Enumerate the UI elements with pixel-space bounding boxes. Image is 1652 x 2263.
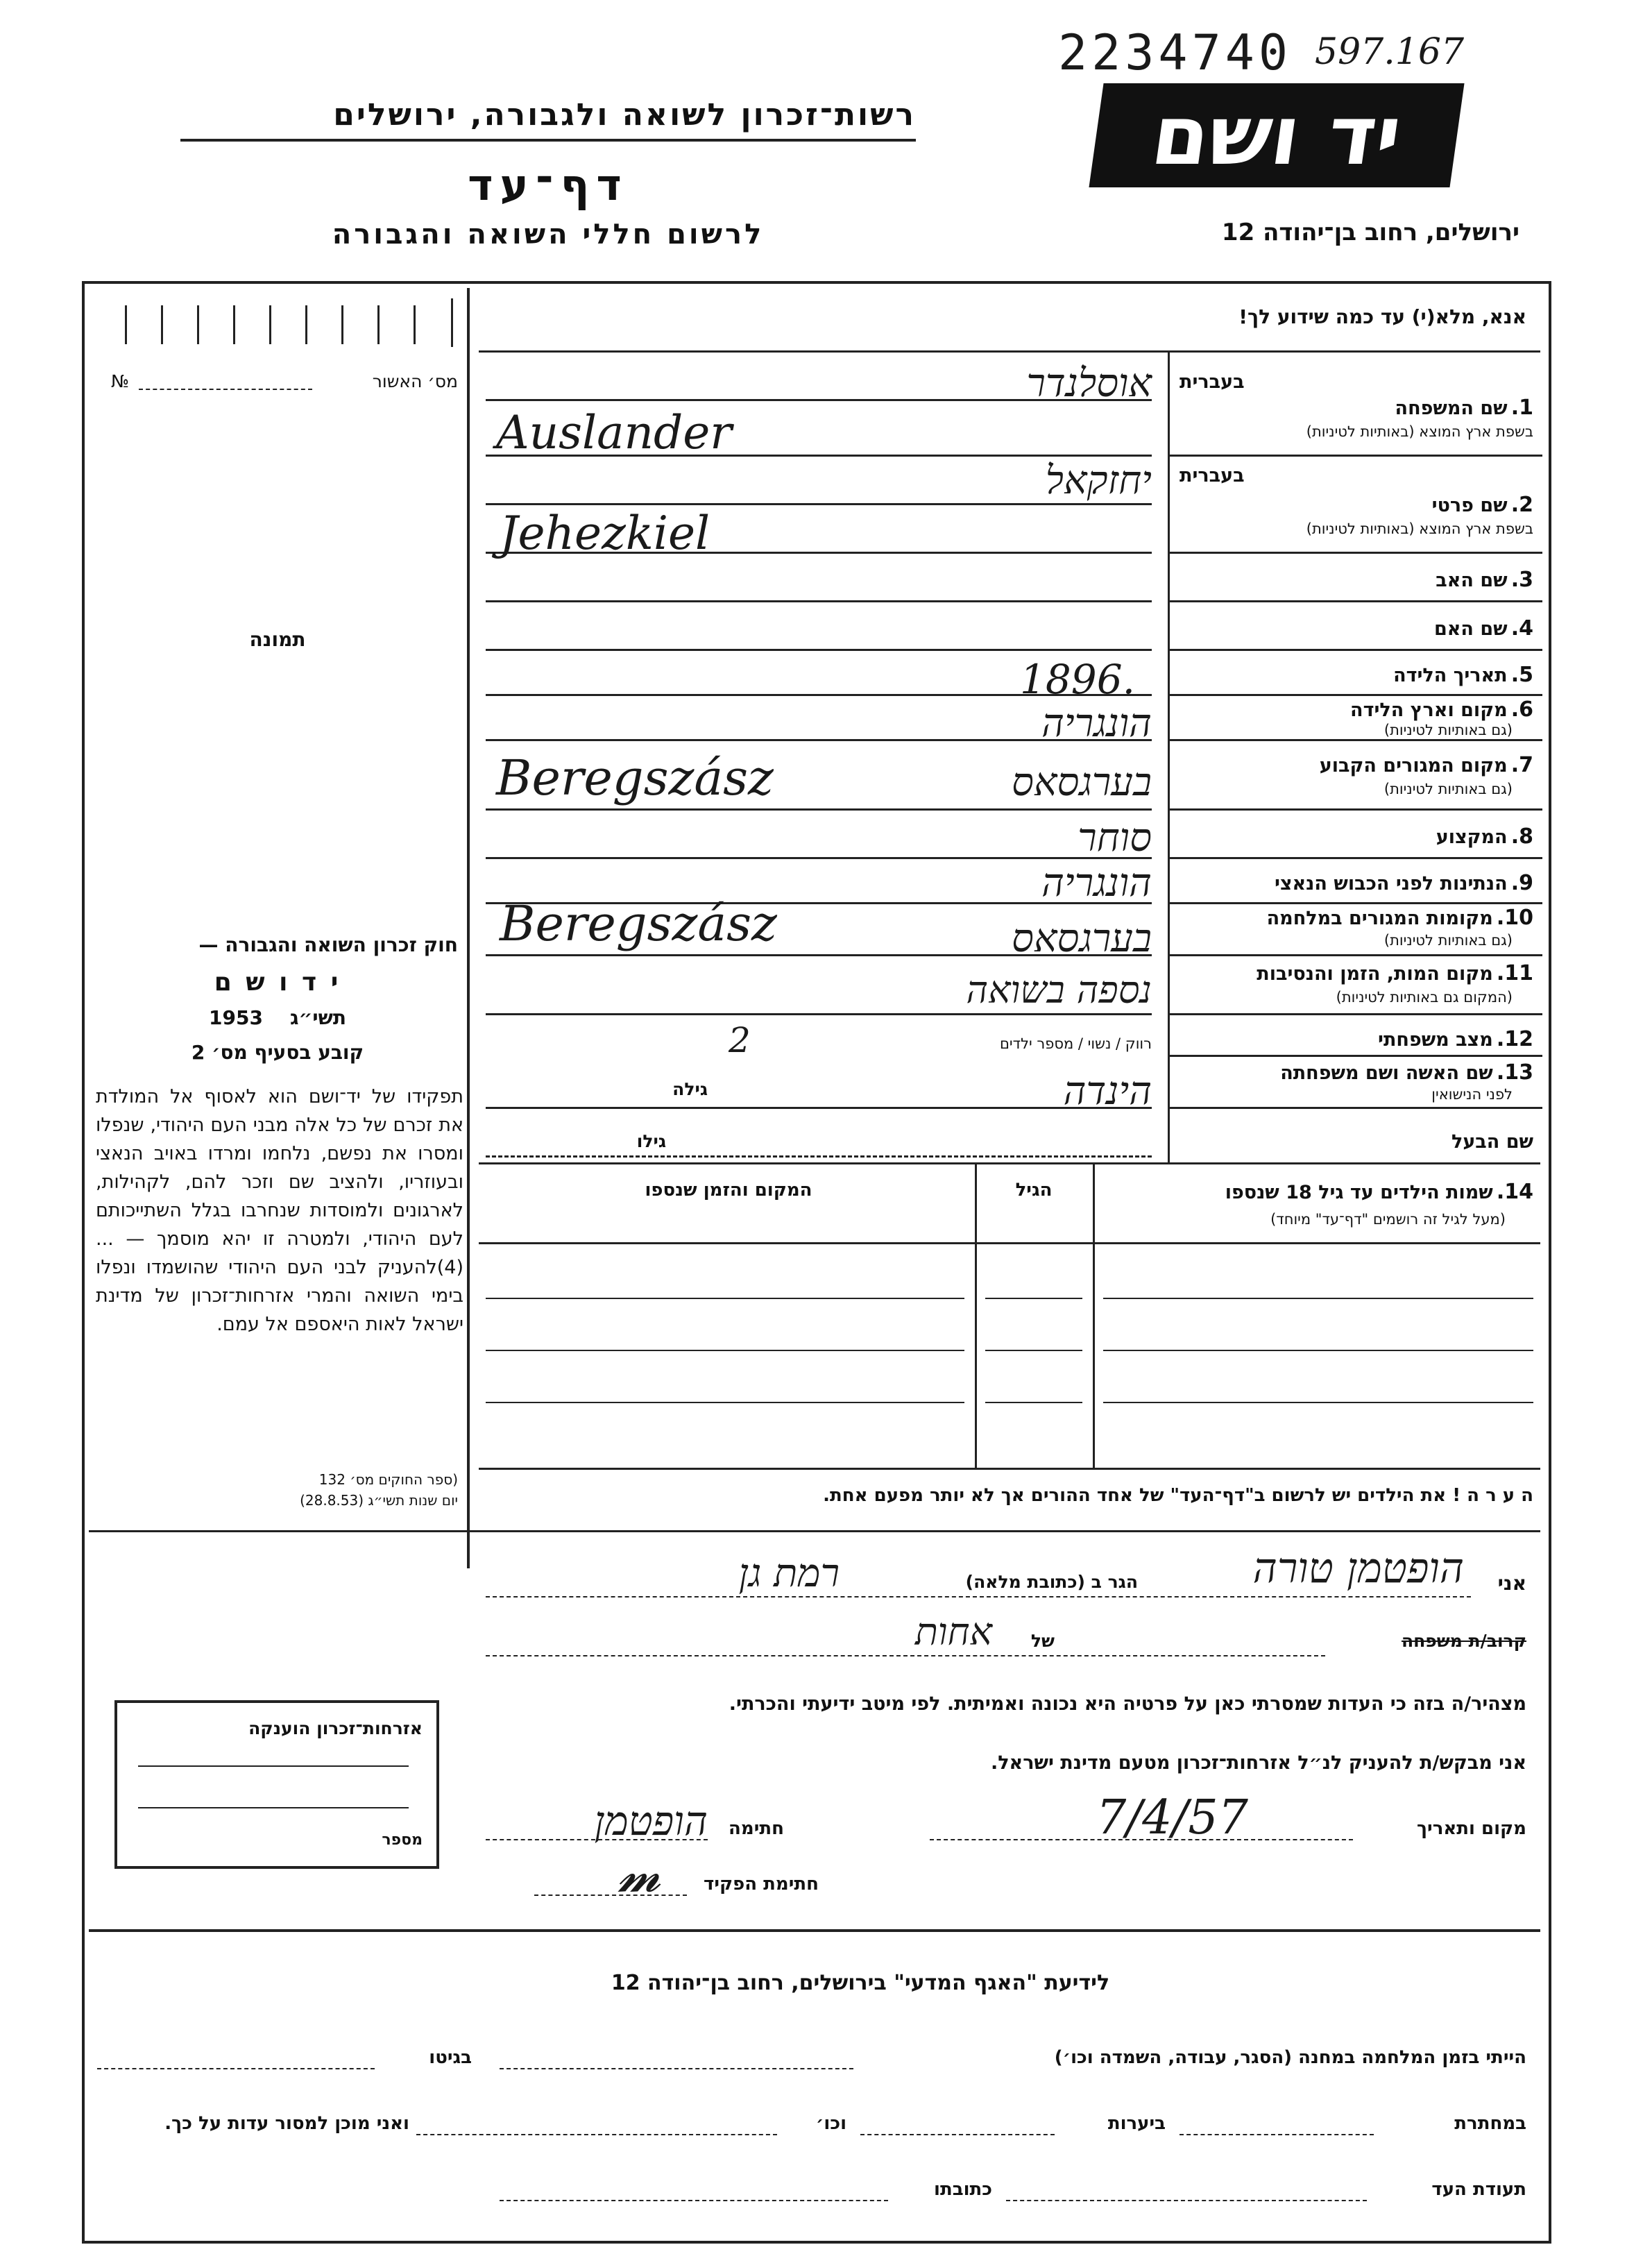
approval-field[interactable] [139,389,312,390]
wife-age-label: גילה [672,1079,708,1099]
field-11-sub: (המקום גם באותיות לטיניות) [1336,989,1513,1006]
field-7-label: 7. מקום המגורים הקבוע [1319,753,1533,777]
husband-label: שם הבעל [1451,1131,1533,1153]
field-1-heb-tag: בעברית [1180,371,1245,393]
decl-relation[interactable]: אחות [914,1610,992,1654]
field-13-sub: לפני הנישואין [1431,1086,1513,1103]
decl-address[interactable]: רמת גן [738,1551,840,1596]
husband-field[interactable] [486,1155,1152,1158]
decl-request: אני מבקש/ת להעניק לנ״ל אזרחות־זכרון מטעם מדינת ישראל. [990,1752,1526,1774]
field-6-value[interactable]: הונגריה [1041,701,1152,746]
field-13-label: 13. שם האשה ושם משפחתה [1280,1060,1533,1085]
approval-label: מס׳ האשור [372,371,458,391]
husband-age-label: גילו [636,1131,666,1151]
footer-line2b: ביערות [1107,2113,1166,2134]
decl-place-date-label: מקום ותאריך [1417,1818,1526,1839]
serial-number: 2234740 [1058,24,1293,81]
field-10-label: 10. מקומות המגורים במלחמה [1266,906,1533,930]
footer-line3a: תעודת העד [1431,2179,1526,2200]
certificate-box [114,1700,439,1869]
authority-name: רשות־זכרון לשואה ולגבורה, ירושלים [333,97,916,133]
field-14-sub: (מעל לגיל זה רושמים "דף־עד" מיוחד) [1270,1211,1506,1228]
field-12-label: 12. מצב משפחתי [1378,1027,1533,1051]
field-2-value-lat[interactable]: Jehezkiel [500,507,710,560]
field-5-value[interactable]: 1896. [1020,656,1136,703]
field-12-options: רווק / נשוי / מספר ילדים [999,1035,1152,1052]
field-7-value-heb[interactable]: בערגסאס [1012,760,1152,805]
note: ה ע ר ה ! את הילדים יש לרשום ב"דף־העד" של אחד ההורים אך לא יותר מפעם אחת. [823,1485,1533,1506]
field-9-value[interactable]: הונגריה [1041,861,1152,906]
left-panel [89,288,470,1568]
cert-box-number: מספר [382,1831,423,1849]
footer-line3b: כתובתו [934,2179,992,2200]
children-col-age: הגיל [1015,1180,1053,1201]
field-2-sub: בשפת ארץ המוצא (באותיות לטיניות) [1306,520,1533,537]
footer-line2d: ואני מוכן למסור עדות על כך. [164,2113,409,2134]
law-section: קובע בסעיף מס׳ 2 [191,1041,364,1064]
clerk-signature-label: חתימת הפקיד [704,1874,819,1895]
decl-signature[interactable]: הופטמן [594,1797,708,1845]
field-6-label: 6. מקום וארץ הלידה [1350,697,1533,722]
law-ref-2: יום שנות תשי״ג (28.8.53) [300,1492,458,1509]
decl-of: של [1030,1631,1055,1651]
decl-signature-label: חתימה [729,1818,784,1839]
field-3-input[interactable] [486,600,1152,602]
form-title: דף־עד [468,160,629,210]
field-11-label: 11. מקום המות, הזמן והנסיבות [1257,961,1533,985]
field-14-label: 14. שמות הילדים עד גיל 18 שנספו [1225,1180,1533,1204]
field-2-heb-tag: בעברית [1180,465,1245,486]
field-10-value-heb[interactable]: בערגסאס [1012,916,1152,961]
law-ref-1: (ספר החוקים מס׳ 132 [318,1471,458,1488]
field-2-value-heb[interactable]: יחזקאל [1045,458,1152,503]
decl-name[interactable]: הופטמן טורה [1252,1544,1464,1593]
field-10-sub: (גם באותיות לטיניות) [1383,932,1513,949]
field-8-value[interactable]: סוחר [1078,815,1152,861]
clerk-signature[interactable]: 𝓶 [618,1846,661,1903]
field-1-value-lat[interactable]: Auslander [496,406,732,459]
decl-relation-label: קרוב/ת משפחה [1401,1631,1526,1651]
law-text: תפקידו של יד־ושם הוא לאסוף אל המולדת את זכרם של כל אלה מבני העם היהודי, שנפלו ומסרו את נפשם, נלחמו ומרדו באויב הנאצי ובעוזריו, ולהציב שם וזכר להם, לקהילות, לארגונים ולמוסדות שנחרבו בגלל השתייכותם לעם היהודי, ולמטרה זו יהא מוסמך — ...(4)להעניק לבני העם היהודי שהושמדו ונפלו בימי השואה והמרי אזרחות־זכרון של מדינת ישראל לאות היאספם אל עמם. [96,1086,463,1335]
field-1-value-heb[interactable]: אוסלנדר [1026,361,1152,406]
footer-line2a: במחתרת [1454,2113,1526,2134]
footer-line1b: בגיטו [429,2047,472,2068]
field-12-mark[interactable]: 2 [729,1020,751,1060]
cert-box-title: אזרחות־זכרון הוענקה [248,1718,423,1738]
field-8-label: 8. המקצוע [1436,824,1533,849]
field-13-value[interactable]: הינדה [1063,1069,1152,1114]
decl-date[interactable]: 7/4/57 [1096,1790,1248,1845]
field-7-sub: (גם באותיות לטיניות) [1383,781,1513,797]
form-subtitle: לרשום חללי השואה והגבורה [332,219,765,251]
decl-ani: אני [1497,1572,1526,1595]
field-5-label: 5. תאריך הלידה [1393,663,1533,687]
field-9-label: 9. הנתינות לפני הכבוש הנאצי [1274,871,1533,895]
law-year-num: 1953 [209,1006,263,1029]
field-2-label: 2. שם פרטי [1431,493,1533,517]
field-10-value-lat[interactable]: Beregszász [500,895,777,952]
decl-statement: מצהיר/ה בזה כי העדות שמסרתי כאן על פרטיה היא נכונה ואמיתית. לפי מיטב ידיעתי והכרתי. [729,1693,1526,1715]
field-1-sub: בשפת ארץ המוצא (באותיות לטיניות) [1306,423,1533,440]
intro-text: אנא, מלא(י) עד כמה שידוע לך! [1238,305,1526,328]
field-7-value-lat[interactable]: Beregszász [496,749,774,806]
serial-handwritten: 597.167 [1315,31,1465,73]
field-4-input[interactable] [486,649,1152,651]
footer-line2c: וכו׳ [815,2113,846,2134]
law-heading: חוק זכרון השואה והגבורה — [198,933,458,956]
law-year-heb: תשי״ג [289,1006,346,1029]
footer-line1a: הייתי בזמן המלחמה במחנה (הסגר, עבודה, השמדה וכו׳) [1054,2047,1526,2068]
decl-residing: הגר ב (כתובת מלאה) [965,1572,1138,1592]
children-col-place: המקום והזמן שנספו [645,1180,812,1201]
approval-no-sign: № [111,371,130,391]
law-year [97,1006,458,1029]
photo-label: תמונה [249,628,306,651]
field-4-label: 4. שם האם [1433,616,1533,641]
field-1-label: 1. שם המשפחה [1395,396,1533,420]
footer-title: לידיעת "האגף המדעי" בירושלים, רחוב בן־יהודה 12 [611,1971,1110,1995]
field-3-label: 3. שם האב [1436,568,1533,592]
field-11-value[interactable]: נספה בשואה [966,968,1152,1012]
field-6-sub: (גם באותיות לטיניות) [1383,722,1513,738]
logo-text: יד ושם [1146,87,1408,183]
address: ירושלים, רחוב בן־יהודה 12 [1221,219,1519,246]
yad-vashem-logo [1089,83,1464,187]
law-name: י ד ו ש ם [214,968,341,997]
